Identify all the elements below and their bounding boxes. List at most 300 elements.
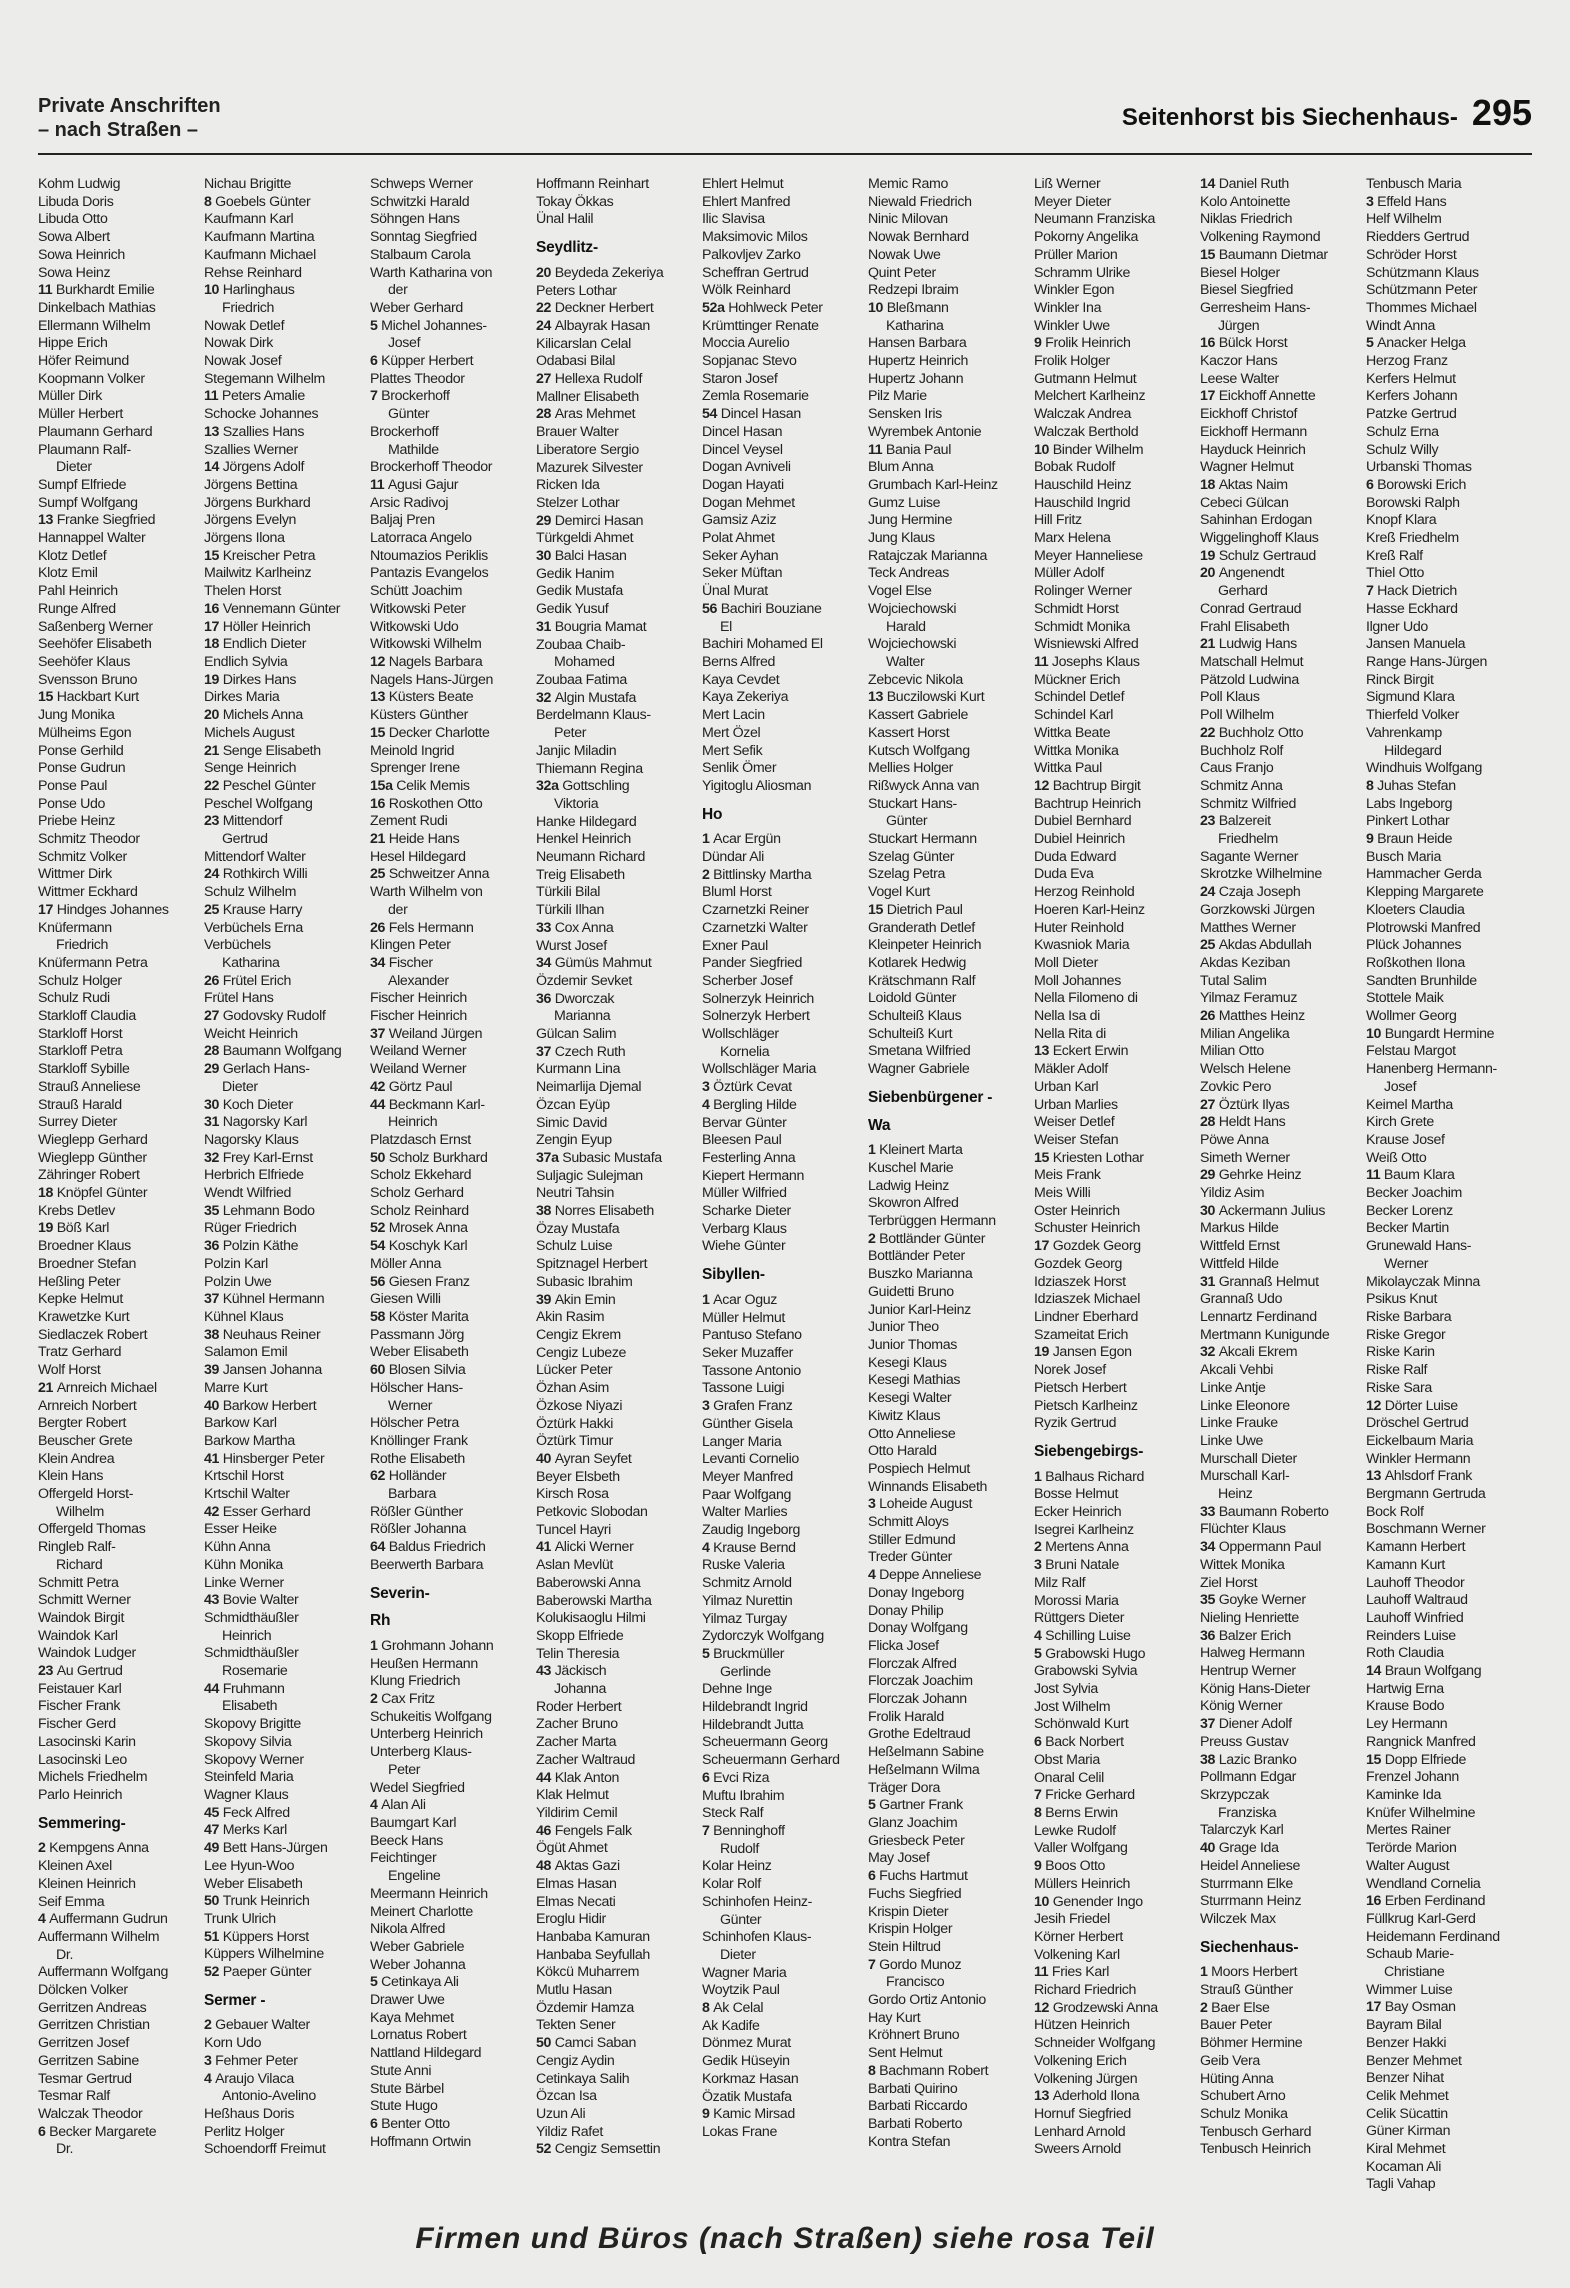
house-number: 6 <box>38 2123 50 2140</box>
resident-entry: Kocaman Ali <box>1366 2158 1442 2175</box>
resident-entry: Kaufmann Martina <box>204 229 315 246</box>
resident-entry: Eickhoff Christof <box>1200 406 1298 423</box>
house-number: 50 <box>536 2035 555 2052</box>
resident-entry: Prüller Marion <box>1034 246 1118 263</box>
directory-column <box>1366 176 1532 2208</box>
resident-entry: Winnands Elisabeth <box>868 1478 988 1495</box>
house-number: 21 <box>204 742 223 759</box>
resident-entry <box>38 902 198 920</box>
resident-entry: Frolik Harald <box>868 1708 944 1725</box>
resident-entry <box>370 353 530 371</box>
resident-entry: Petkovic Slobodan <box>536 1504 648 1521</box>
resident-entry: Rößler Johanna <box>370 1521 467 1538</box>
resident-entry <box>1034 1469 1194 1487</box>
resident-entry: Waindok Karl <box>38 1627 118 1644</box>
resident-name: Küsters Beate <box>388 689 474 706</box>
resident-entry: Hölscher Petra <box>370 1415 459 1432</box>
resident-name: Dincel Hasan <box>720 406 801 423</box>
resident-entry: Donay Ingeborg <box>868 1584 965 1601</box>
resident-name: Benter Otto <box>381 2115 450 2132</box>
resident-entry: Grothe Edeltraud <box>868 1726 971 1743</box>
resident-entry: Bergter Robert <box>38 1415 127 1432</box>
section-subtitle: – nach Straßen – <box>38 119 199 141</box>
house-number: 10 <box>868 299 887 316</box>
resident-entry: Sturrmann Elke <box>1200 1875 1293 1892</box>
resident-entry: Caus Franjo <box>1200 760 1274 777</box>
resident-entry: Gumz Luise <box>868 494 941 511</box>
resident-entry: Öztürk Hakki <box>536 1415 613 1432</box>
resident-entry: Schukeitis Wolfgang <box>370 1708 492 1725</box>
resident-entry: Wagner Helmut <box>1200 459 1294 476</box>
resident-name: Goyke Werner <box>1218 1592 1306 1609</box>
resident-entry: Onaral Celil <box>1034 1769 1104 1786</box>
entry-continuation: Dieter <box>720 1946 756 1963</box>
resident-entry: Peschel Wolfgang <box>204 795 313 812</box>
resident-name: Holländer <box>388 1468 447 1485</box>
resident-entry: Ryzik Gertrud <box>1034 1415 1117 1432</box>
resident-entry: Otto Anneliese <box>868 1425 956 1442</box>
house-number: 25 <box>204 901 223 918</box>
house-number: 16 <box>204 600 223 617</box>
resident-entry: Kwasniok Maria <box>1034 937 1130 954</box>
resident-entry: Kaufmann Michael <box>204 246 316 263</box>
resident-name: Baumann Wolfgang <box>222 1043 342 1060</box>
resident-entry: Lindner Eberhard <box>1034 1309 1139 1325</box>
resident-entry <box>38 282 198 300</box>
resident-entry: Walczak Theodor <box>38 2105 143 2122</box>
resident-entry: Scheuermann Gerhard <box>702 1752 840 1769</box>
resident-entry: Polzin Karl <box>204 1255 268 1272</box>
entry-continuation: Peter <box>388 1761 421 1778</box>
resident-name: Acar Oguz <box>713 1291 778 1308</box>
resident-name: Köster Marita <box>388 1309 469 1325</box>
resident-entry: Wittek Monika <box>1200 1556 1285 1573</box>
entry-continuation: Rosemarie <box>222 1663 288 1680</box>
resident-entry: Nagels Hans-Jürgen <box>370 671 494 688</box>
directory-column <box>370 176 536 2208</box>
resident-entry: Ellermann Wilhelm <box>38 317 151 334</box>
resident-name: Borowski Erich <box>1377 476 1467 493</box>
house-number: 28 <box>204 1043 223 1060</box>
resident-name: Jansen Johanna <box>222 1362 322 1379</box>
resident-entry: Wojciechowski <box>868 636 957 653</box>
resident-entry: Schmitz Theodor <box>38 831 140 848</box>
resident-entry: Özatik Mustafa <box>702 2088 792 2105</box>
house-number: 1 <box>702 1291 714 1308</box>
resident-entry: Wimmer Luise <box>1366 1981 1453 1998</box>
resident-entry: Kuschel Marie <box>868 1159 954 1176</box>
house-number: 60 <box>370 1362 389 1379</box>
resident-entry <box>370 1097 530 1115</box>
resident-entry: Kassert Horst <box>868 724 950 741</box>
resident-entry <box>370 388 530 406</box>
resident-entry <box>536 991 696 1009</box>
resident-entry: Exner Paul <box>702 937 768 954</box>
resident-name: Subasic Mustafa <box>562 1149 662 1166</box>
entry-continuation: Viktoria <box>554 795 599 812</box>
resident-entry <box>370 831 530 849</box>
house-number: 14 <box>1200 176 1219 192</box>
resident-entry: Poll Klaus <box>1200 689 1260 706</box>
resident-entry: Subasic Ibrahim <box>536 1273 633 1290</box>
resident-entry: Pospiech Helmut <box>868 1460 970 1477</box>
resident-entry <box>1366 583 1526 601</box>
resident-entry: Mert Özel <box>702 724 761 741</box>
resident-entry: Berdelmann Klaus- <box>536 707 651 724</box>
resident-name: Feck Alfred <box>222 1804 290 1821</box>
resident-entry: Wojciechowski <box>868 600 957 617</box>
resident-entry: Neimarlija Djemal <box>536 1079 642 1096</box>
resident-name: Buchholz Otto <box>1218 724 1304 741</box>
house-number: 12 <box>1034 1999 1053 2016</box>
resident-entry: Terörde Marion <box>1366 1840 1457 1857</box>
resident-name: Koch Dieter <box>222 1096 293 1113</box>
resident-entry <box>702 1398 862 1416</box>
resident-entry: Linke Frauke <box>1200 1415 1278 1432</box>
resident-entry: Svensson Bruno <box>38 671 138 688</box>
resident-entry <box>204 2017 364 2035</box>
resident-entry: Fischer Heinrich <box>370 1008 467 1025</box>
resident-entry: Nagorsky Klaus <box>204 1131 299 1148</box>
resident-name: Jörgens Adolf <box>222 459 305 476</box>
resident-entry: Wittka Monika <box>1034 742 1119 759</box>
resident-entry: Zähringer Robert <box>38 1167 140 1184</box>
resident-entry: Mertes Rainer <box>1366 1822 1451 1839</box>
resident-entry: Küsters Günther <box>370 707 469 724</box>
resident-name: Lehmann Bodo <box>222 1202 315 1219</box>
resident-name: Trunk Heinrich <box>222 1893 310 1910</box>
resident-entry: Hoffmann Reinhart <box>536 176 649 192</box>
resident-entry: Koopmann Volker <box>38 370 145 387</box>
resident-entry <box>1200 1504 1360 1522</box>
resident-entry <box>204 388 364 406</box>
resident-entry: Wittka Beate <box>1034 724 1111 741</box>
resident-name: Baum Klara <box>1383 1167 1455 1184</box>
resident-entry <box>370 1026 530 1044</box>
resident-entry: Stuckart Hermann <box>868 831 977 848</box>
resident-entry <box>204 1291 364 1309</box>
resident-name: Berns Erwin <box>1045 1804 1118 1821</box>
resident-entry: Broedner Klaus <box>38 1238 131 1255</box>
house-number: 7 <box>702 1822 714 1839</box>
resident-entry: Peters Lothar <box>536 282 617 299</box>
resident-entry: Jörgens Ilona <box>204 530 285 547</box>
resident-entry <box>1366 1398 1526 1416</box>
resident-entry: Starkloff Petra <box>38 1043 123 1060</box>
resident-entry: Rinck Birgit <box>1366 671 1434 688</box>
resident-entry: Strauß Harald <box>38 1096 122 1113</box>
resident-entry: Gedik Mustafa <box>536 583 623 600</box>
resident-entry: Eroglu Hidir <box>536 1911 606 1928</box>
resident-entry: Ringleb Ralf- <box>38 1539 116 1556</box>
resident-entry <box>1034 1964 1194 1982</box>
resident-entry: Schütt Joachim <box>370 583 463 600</box>
resident-entry: Fischer Heinrich <box>370 990 467 1007</box>
resident-entry: Kutsch Wolfgang <box>868 742 970 759</box>
resident-entry <box>1200 1592 1360 1610</box>
resident-entry: Krtschil Walter <box>204 1486 290 1503</box>
resident-entry: Marre Kurt <box>204 1379 268 1396</box>
resident-name: Endlich Dieter <box>222 636 307 653</box>
resident-entry: Riske Ralf <box>1366 1362 1428 1379</box>
resident-name: Bay Osman <box>1384 1999 1456 2016</box>
house-number: 13 <box>370 689 389 706</box>
resident-entry: Spitznagel Herbert <box>536 1256 648 1273</box>
resident-entry: Pilz Marie <box>868 388 927 405</box>
house-number: 11 <box>370 476 388 493</box>
house-number: 1 <box>702 831 714 848</box>
resident-entry: Wendt Wilfried <box>204 1185 292 1202</box>
resident-entry <box>536 920 696 938</box>
resident-entry <box>38 1185 198 1203</box>
resident-entry <box>370 796 530 814</box>
resident-name: Angenendt <box>1218 565 1285 582</box>
resident-entry <box>370 920 530 938</box>
resident-name: Akdas Abdullah <box>1218 937 1312 954</box>
house-number: 1 <box>868 1142 880 1159</box>
resident-entry: Murschall Karl- <box>1200 1468 1290 1485</box>
resident-entry: Volkening Karl <box>1034 1946 1120 1963</box>
resident-entry: Schmitz Anna <box>1200 777 1283 794</box>
resident-entry: Hill Fritz <box>1034 512 1082 529</box>
resident-name: Godovsky Rudolf <box>222 1008 326 1025</box>
house-number: 64 <box>370 1539 389 1556</box>
resident-entry <box>868 1868 1028 1886</box>
resident-entry: Weber Gabriele <box>370 1938 465 1955</box>
resident-entry: Gerritzen Josef <box>38 2035 129 2052</box>
resident-name: Mrosek Anna <box>388 1220 468 1237</box>
resident-name: Burkhardt Emilie <box>55 282 155 299</box>
resident-entry: Krtschil Horst <box>204 1468 284 1485</box>
house-number: 38 <box>536 1203 555 1220</box>
resident-entry: Lauhoff Waltraud <box>1366 1592 1468 1609</box>
resident-entry: Hildebrandt Ingrid <box>702 1699 808 1716</box>
resident-entry: Cebeci Gülcan <box>1200 494 1289 511</box>
resident-entry <box>204 813 364 831</box>
resident-entry: Hartwig Erna <box>1366 1680 1444 1697</box>
resident-entry: Ziel Horst <box>1200 1574 1258 1591</box>
house-number: 44 <box>536 1769 555 1786</box>
resident-entry: Glanz Joachim <box>868 1814 958 1831</box>
resident-entry: Bottländer Peter <box>868 1248 965 1265</box>
resident-entry: Skowron Alfred <box>868 1195 959 1212</box>
resident-entry: Pietsch Karlheinz <box>1034 1397 1138 1414</box>
house-number: 17 <box>1200 388 1219 405</box>
resident-entry <box>204 1681 364 1699</box>
resident-entry: Sowa Heinrich <box>38 246 125 263</box>
resident-name: Baer Else <box>1211 1999 1270 2016</box>
entry-continuation: Friedrich <box>222 299 275 316</box>
resident-entry: Knüfermann Petra <box>38 954 148 971</box>
resident-entry: Schinhofen Heinz- <box>702 1893 812 1910</box>
resident-entry: Schmidt Horst <box>1034 600 1119 617</box>
resident-entry <box>868 442 1028 460</box>
resident-entry: Özcan Isa <box>536 2088 597 2105</box>
house-number: 15 <box>868 901 887 918</box>
resident-entry: Türkili Ilhan <box>536 902 604 919</box>
resident-entry <box>370 2116 530 2134</box>
resident-entry: Schmidt Monika <box>1034 618 1131 635</box>
resident-entry: Herzog Reinhold <box>1034 884 1135 901</box>
resident-entry: Gorzkowski Jürgen <box>1200 901 1315 918</box>
resident-entry: Staron Josef <box>702 370 778 387</box>
page-number: 295 <box>1471 92 1532 133</box>
resident-entry: Wittfeld Hilde <box>1200 1255 1279 1272</box>
house-number: 11 <box>38 282 56 299</box>
resident-entry: Odabasi Bilal <box>536 353 616 370</box>
resident-name: Heldt Hans <box>1218 1114 1286 1131</box>
resident-entry: Mückner Erich <box>1034 671 1121 688</box>
house-number: 2 <box>1200 1999 1212 2016</box>
resident-entry: Fischer Gerd <box>38 1716 116 1733</box>
resident-name: Krause Harry <box>222 901 303 918</box>
resident-name: Michels Anna <box>222 707 303 724</box>
entry-continuation: Werner <box>1384 1255 1429 1272</box>
resident-entry <box>1034 1646 1194 1664</box>
resident-entry: Ilic Slavisa <box>702 211 765 228</box>
resident-entry <box>868 1142 1028 1160</box>
resident-entry <box>204 1840 364 1858</box>
house-number: 6 <box>702 1769 714 1786</box>
resident-entry <box>1200 1716 1360 1734</box>
resident-entry: Maksimovic Milos <box>702 229 808 246</box>
resident-entry <box>370 1974 530 1992</box>
resident-entry: Dogan Avniveli <box>702 459 791 476</box>
entry-continuation: Dr. <box>56 1946 74 1963</box>
resident-entry: Akcali Vehbi <box>1200 1362 1274 1379</box>
resident-entry <box>1200 1114 1360 1132</box>
resident-entry: Weiser Stefan <box>1034 1131 1119 1148</box>
resident-entry: Krispin Dieter <box>868 1903 949 1920</box>
resident-entry: Tenbusch Heinrich <box>1200 2141 1311 2158</box>
resident-entry: Czarnetzki Walter <box>702 919 808 936</box>
resident-entry: Senge Heinrich <box>204 760 297 777</box>
resident-entry: Sweers Arnold <box>1034 2141 1121 2158</box>
resident-entry: Waindok Birgit <box>38 1609 125 1626</box>
resident-entry: Sigmund Klara <box>1366 689 1455 706</box>
resident-name: Bungardt Hermine <box>1384 1025 1495 1042</box>
resident-name: Braun Heide <box>1377 831 1453 848</box>
resident-entry <box>370 1079 530 1097</box>
resident-entry <box>1200 1274 1360 1292</box>
resident-entry: Sowa Heinz <box>38 264 111 281</box>
resident-name: Oppermann Paul <box>1218 1539 1322 1556</box>
resident-entry: Wieglepp Günther <box>38 1149 147 1166</box>
resident-entry <box>1034 1734 1194 1752</box>
resident-entry: Geib Vera <box>1200 2052 1260 2069</box>
resident-entry: Sowa Albert <box>38 229 110 246</box>
house-number: 13 <box>38 512 57 529</box>
resident-entry: Scholz Ekkehard <box>370 1167 472 1184</box>
resident-entry <box>204 1362 364 1380</box>
resident-entry <box>38 512 198 530</box>
house-number: 6 <box>1034 1734 1046 1751</box>
resident-name: Moors Herbert <box>1211 1964 1298 1981</box>
resident-entry: Melchert Karlheinz <box>1034 388 1146 405</box>
resident-entry: Schmitt Aloys <box>868 1514 949 1531</box>
entry-continuation: Günter <box>886 813 928 830</box>
resident-entry: Dröschel Gertrud <box>1366 1415 1469 1432</box>
resident-entry <box>868 1957 1028 1975</box>
resident-entry: Grabowski Sylvia <box>1034 1663 1138 1680</box>
resident-entry: Tesmar Ralf <box>38 2088 110 2105</box>
resident-entry: Gerresheim Hans- <box>1200 299 1311 316</box>
resident-entry: Dirkes Maria <box>204 689 280 706</box>
resident-entry <box>1034 654 1194 672</box>
house-number: 1 <box>1034 1468 1046 1485</box>
resident-entry: Jost Sylvia <box>1034 1681 1098 1698</box>
resident-entry: Nowak Josef <box>204 353 282 370</box>
resident-entry: Heßling Peter <box>38 1273 121 1290</box>
resident-entry: Tutal Salim <box>1200 972 1267 989</box>
house-number: 23 <box>38 1663 57 1680</box>
resident-entry <box>1366 1893 1526 1911</box>
resident-entry: Biesel Siegfried <box>1200 282 1293 299</box>
resident-entry: Szameitat Erich <box>1034 1326 1129 1343</box>
resident-entry: Hasse Eckhard <box>1366 600 1458 617</box>
house-number: 9 <box>702 2106 714 2123</box>
house-number: 40 <box>1200 1840 1219 1857</box>
resident-entry: Linke Uwe <box>1200 1432 1264 1449</box>
resident-entry: Wiggelinghoff Klaus <box>1200 530 1319 547</box>
resident-entry: Broedner Stefan <box>38 1255 137 1272</box>
resident-entry: Moll Johannes <box>1034 972 1121 989</box>
resident-entry <box>536 300 696 318</box>
resident-entry: Weiß Otto <box>1366 1149 1427 1166</box>
resident-entry <box>702 1646 862 1664</box>
resident-entry: Preuss Gustav <box>1200 1733 1289 1750</box>
resident-entry: Ünal Murat <box>702 583 768 600</box>
resident-name: Jäckisch <box>554 1663 607 1680</box>
resident-entry: Stottele Maik <box>1366 990 1444 1007</box>
resident-entry: Offergeld Thomas <box>38 1521 146 1538</box>
resident-entry: Florczak Alfred <box>868 1655 957 1672</box>
resident-entry: Winkler Uwe <box>1034 317 1110 334</box>
resident-entry: Eickhoff Hermann <box>1200 423 1307 440</box>
resident-entry: Schoendorff Freimut <box>204 2141 326 2158</box>
resident-entry <box>38 1220 198 1238</box>
house-number: 32a <box>536 778 563 795</box>
entry-continuation: Rudolf <box>720 1840 759 1857</box>
street-heading: Sermer - <box>204 1991 266 2009</box>
resident-entry <box>204 282 364 300</box>
resident-entry: Brockerhoff <box>370 423 439 440</box>
resident-entry: Bervar Günter <box>702 1114 787 1131</box>
resident-entry: Milz Ralf <box>1034 1574 1086 1591</box>
resident-entry: Jost Wilhelm <box>1034 1698 1111 1715</box>
house-number: 30 <box>536 548 555 565</box>
resident-name: Senge Elisabeth <box>222 742 321 759</box>
resident-entry: Knopf Klara <box>1366 512 1437 529</box>
entry-continuation: Richard <box>56 1556 103 1573</box>
resident-entry: Dehne Inge <box>702 1681 772 1698</box>
resident-entry: Pahl Heinrich <box>38 583 118 600</box>
entry-continuation: Friedrich <box>56 937 109 954</box>
resident-name: Czaja Joseph <box>1218 884 1301 901</box>
resident-name: Balzer Erich <box>1218 1627 1291 1644</box>
resident-name: Bruckmüller <box>713 1645 785 1662</box>
resident-entry <box>204 1061 364 1079</box>
resident-entry: Frenzel Johann <box>1366 1769 1459 1786</box>
resident-name: Bania Paul <box>885 441 952 458</box>
resident-entry: Tratz Gerhard <box>38 1344 122 1361</box>
resident-name: Nagels Barbara <box>388 653 483 670</box>
resident-entry: Schindel Karl <box>1034 707 1114 724</box>
resident-entry: Jörgens Bettina <box>204 476 298 493</box>
resident-name: Bergling Hilde <box>713 1096 797 1113</box>
resident-entry: Grunewald Hans- <box>1366 1238 1472 1255</box>
house-number: 37 <box>536 1043 555 1060</box>
